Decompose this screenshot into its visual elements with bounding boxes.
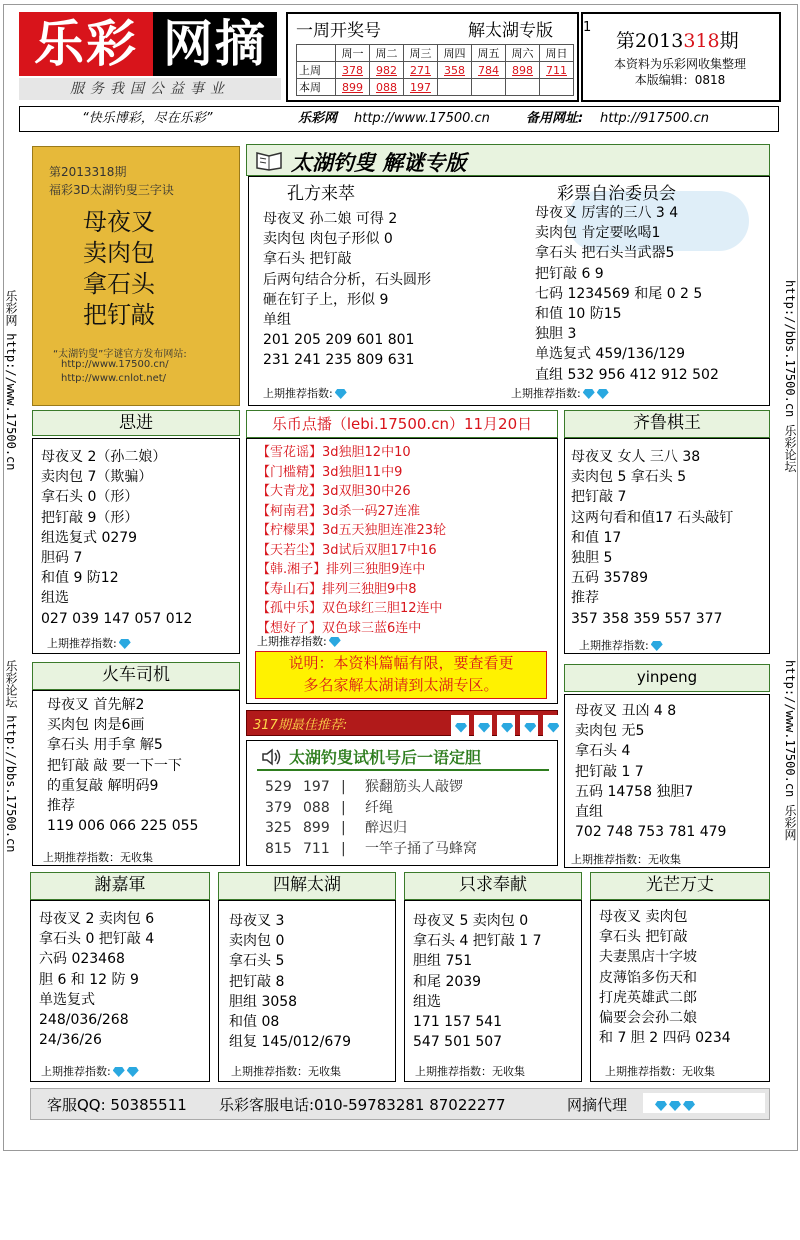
shiji-title: 太湖钓叟试机号后一语定胆	[289, 748, 482, 767]
zizhi-lines: 母夜叉 厉害的三八 3 4 卖肉包 肯定要吆喝1 拿石头 把石头当武器5 把钉敲 6 9 七码 1234569 和尾 0 2 5 和值 10 防15 独胆 3 单选复式 459/136/129 直组 532 956 412 912 502	[535, 205, 719, 383]
footer-agent[interactable]: 网摘代理	[567, 1096, 628, 1114]
diamond-icon	[683, 1101, 695, 1111]
draw-value	[506, 79, 540, 96]
draw-value: 784	[472, 62, 506, 79]
url-bar	[19, 106, 779, 132]
shiji-panel	[246, 740, 558, 866]
huoche-rating: 上期推荐指数：无收集	[43, 851, 153, 864]
shiji-rows	[265, 777, 477, 859]
kongfang-rating: 上期推荐指数:	[263, 385, 347, 401]
diamond-icon	[119, 639, 131, 649]
yellow-card	[32, 146, 240, 406]
guangmang-tab: 光芒万丈	[590, 872, 770, 900]
diamond-icon	[655, 1101, 667, 1111]
draw-value: 197	[404, 79, 438, 96]
lebi-item: 【柠檬果】3d五天独胆连准23轮	[257, 523, 447, 538]
footer-bar	[30, 1088, 770, 1120]
lebi-rating: 上期推荐指数:	[257, 633, 341, 649]
side-text-left-top[interactable]: 乐彩网 http://www.17500.cn	[4, 290, 18, 471]
diamond-icon	[113, 1067, 125, 1077]
diamond-icon	[335, 389, 347, 399]
taihu-panel	[248, 176, 770, 406]
best-label: 317期最佳推荐:	[253, 718, 348, 733]
weekday: 周二	[370, 45, 404, 62]
lebi-item: 【门槛精】3d独胆11中9	[257, 464, 403, 480]
guangmang-panel: 母夜叉 卖肉包 拿石头 把钉敲 夫妻黑店十字坡 皮薄馅多伤天和 打虎英雄武二郎 偏要会会孙二娘 和 7 胆 2 四码 0234 上期推荐指数：无收集	[590, 900, 770, 1082]
yinpeng-rating: 上期推荐指数：无收集	[571, 853, 681, 866]
draw-value: 358	[438, 62, 472, 79]
shiji-row: 815 711 | 一竿子捅了马蜂窝	[265, 840, 477, 857]
zhuanban-title: 解太湖专版	[468, 21, 553, 41]
diamond-icon	[583, 389, 595, 399]
site-name: 乐彩网	[298, 111, 338, 126]
yellow-title: 福彩3D太湖钓叟三字诀	[49, 183, 174, 197]
side-text-left-bottom[interactable]: 乐彩论坛 http://bbs.17500.cn	[4, 660, 18, 853]
yellow-site-label: “太湖钓叟”字谜官方发布网站:	[53, 349, 187, 360]
footer-phone: 乐彩客服电话:010-59783281 87022277	[219, 1096, 506, 1114]
taihu-banner-title: 太湖钓叟 解谜专版	[291, 150, 467, 175]
qilu-panel: 母夜叉 女人 三八 38 卖肉包 5 拿石头 5 把钉敲 7 这两句看和值17 石头敲钉 和值 17 独胆 5 五码 35789 推荐 357 358 359 557 377 上期推荐指数:	[564, 438, 770, 654]
issue-number: 第2013318期	[616, 30, 739, 52]
slogan: 服务我国公益事业	[19, 78, 281, 100]
zhiqiu-rating: 上期推荐指数：无收集	[415, 1065, 525, 1078]
draw-title: 一周开奖号	[296, 21, 381, 41]
footer-qq[interactable]: 客服QQ: 50385511	[47, 1096, 187, 1114]
backup-url-link[interactable]: http://917500.cn	[600, 111, 709, 126]
shiji-row: 325 899 | 醉迟归	[265, 820, 407, 836]
weekday: 周日	[540, 45, 574, 62]
divider	[257, 769, 549, 771]
huoche-panel: 母夜叉 首先解2 买肉包 肉是6画 拿石头 用手拿 解5 把钉敲 敲 要一下一下 的重复敲 解明码9 推荐 119 006 066 225 055 上期推荐指数：无收集	[32, 690, 240, 866]
sijie-tab: 四解太湖	[218, 872, 396, 900]
quote: “快乐博彩，尽在乐彩”	[82, 111, 213, 126]
zhiqiu-tab: 只求奉献	[404, 872, 582, 900]
sijin-tab: 思进	[32, 410, 240, 436]
shiji-row: 379 088 | 纤绳	[265, 799, 393, 816]
weekday: 周五	[472, 45, 506, 62]
site-url-link[interactable]: http://www.17500.cn	[354, 111, 490, 126]
draw-value: 982	[370, 62, 404, 79]
best-bar	[246, 710, 558, 736]
diamond-icon	[547, 723, 559, 733]
draw-value: 899	[336, 79, 370, 96]
taihu-banner	[246, 144, 770, 176]
weekday: 周三	[404, 45, 438, 62]
diamond-icon	[455, 723, 467, 733]
weekday: 周四	[438, 45, 472, 62]
guangmang-rating: 上期推荐指数：无收集	[605, 1065, 715, 1078]
notice-box: 说明：本资料篇幅有限，要查看更 多名家解太湖请到太湖专区。	[255, 651, 547, 699]
weekday: 周一	[336, 45, 370, 62]
draw-value	[438, 79, 472, 96]
draw-value: 898	[506, 62, 540, 79]
kongfang-title: 孔方来萃	[287, 184, 355, 204]
sijie-rating: 上期推荐指数：无收集	[231, 1065, 341, 1078]
xiejiajun-rating: 上期推荐指数:	[41, 1063, 139, 1079]
yellow-issue: 第2013318期	[49, 165, 127, 179]
shiji-row: 529 197 | 猴翻筋头人敲锣	[265, 779, 463, 795]
page-number: 1	[583, 20, 592, 35]
diamond-icon	[669, 1101, 681, 1111]
book-icon	[255, 149, 283, 175]
draw-table	[296, 44, 574, 96]
sijin-panel: 母夜叉 2（孙二娘） 卖肉包 7（欺骗） 拿石头 0（形） 把钉敲 9（形） 组选复式 0279 胆码 7 和值 9 防12 组选 027 039 147 057 012 上期推荐指数:	[32, 438, 240, 654]
footer-diamonds	[643, 1093, 765, 1113]
huoche-tab: 火车司机	[32, 662, 240, 690]
lebi-item: 【大青龙】3d双胆30中26	[257, 484, 411, 499]
lebi-item: 【想好了】双色球三蓝6连中	[257, 620, 422, 636]
xiejiajun-tab: 謝嘉軍	[30, 872, 210, 900]
lebi-item: 【柯南君】3d杀一码27连准	[257, 503, 421, 519]
side-text-right-bottom[interactable]: http://www.17500.cn 乐彩网	[783, 660, 797, 841]
last-week-label: 上周	[297, 62, 336, 79]
yinpeng-tab: yinpeng	[564, 664, 770, 692]
lebi-item: 【孤中乐】双色球红三胆12连中	[257, 601, 443, 616]
logo-left: 乐彩	[19, 12, 153, 76]
diamond-icon	[597, 389, 609, 399]
zhiqiu-panel: 母夜叉 5 卖肉包 0 拿石头 4 把钉敲 1 7 胆组 751 和尾 2039 组选 171 157 541 547 501 507 上期推荐指数：无收集	[404, 900, 582, 1082]
diamond-icon	[329, 637, 341, 647]
diamond-icon	[524, 723, 536, 733]
kongfang-lines: 母夜叉 孙二娘 可得 2 卖肉包 肉包子形似 0 拿石头 把钉敲 后两句结合分析，石头圆形 砸在钉子上，形似 9 单组 201 205 209 601 801 231 241 235 809 631	[263, 211, 431, 369]
lebi-item: 【雪花谣】3d独胆12中10	[257, 445, 411, 460]
zizhi-rating: 上期推荐指数:	[511, 385, 609, 401]
diamond-icon	[127, 1067, 139, 1077]
qilu-rating: 上期推荐指数:	[579, 637, 663, 653]
draw-value: 711	[540, 62, 574, 79]
qilu-tab: 齐鲁棋王	[564, 410, 770, 438]
lebi-item: 【韩.湘子】排列三独胆9连中	[257, 562, 426, 577]
diamond-icon	[651, 641, 663, 651]
xiejiajun-panel: 母夜叉 2 卖肉包 6 拿石头 0 把钉敲 4 六码 023468 胆 6 和 12 防 9 单选复式 248/036/268 24/36/26 上期推荐指数:	[30, 900, 210, 1082]
draw-value: 271	[404, 62, 438, 79]
speaker-icon	[261, 747, 283, 771]
diamond-icon	[501, 723, 513, 733]
yellow-url1[interactable]: http://www.17500.cn/	[61, 359, 169, 370]
logo-right: 网摘	[153, 12, 277, 76]
draw-value	[540, 79, 574, 96]
side-text-right-top[interactable]: http://bbs.17500.cn 乐彩论坛	[783, 280, 797, 473]
sijie-panel: 母夜叉 3 卖肉包 0 拿石头 5 把钉敲 8 胆组 3058 和值 08 组复 145/012/679 上期推荐指数：无收集	[218, 900, 396, 1082]
lebi-item: 【天若尘】3d试后双胆17中16	[257, 542, 437, 558]
backup-label: 备用网址:	[526, 111, 584, 126]
best-diamonds	[451, 715, 561, 738]
lebi-panel	[246, 438, 558, 704]
lebi-item: 【寿山石】排列三独胆9中8	[257, 581, 417, 597]
lebi-list	[257, 443, 446, 638]
weekday: 周六	[506, 45, 540, 62]
sijin-rating: 上期推荐指数:	[47, 635, 131, 651]
yellow-lines: 母夜叉 卖肉包 拿石头 把钉敲	[83, 208, 155, 329]
draw-value: 378	[336, 62, 370, 79]
draw-value	[472, 79, 506, 96]
draw-value: 088	[370, 79, 404, 96]
issue-note: 本资料为乐彩网收集整理 本版编辑：0818	[613, 57, 746, 87]
diamond-icon	[478, 723, 490, 733]
yinpeng-panel: 母夜叉 丑凶 4 8 卖肉包 无5 拿石头 4 把钉敲 1 7 五码 14758 独胆7 直组 702 748 753 781 479 上期推荐指数：无收集	[564, 694, 770, 868]
yellow-url2[interactable]: http://www.cnlot.net/	[61, 373, 167, 384]
this-week-label: 本周	[297, 79, 336, 96]
lebi-tab: 乐币点播（lebi.17500.cn）11月20日	[246, 410, 558, 438]
zizhi-title: 彩票自治委员会	[557, 184, 676, 204]
